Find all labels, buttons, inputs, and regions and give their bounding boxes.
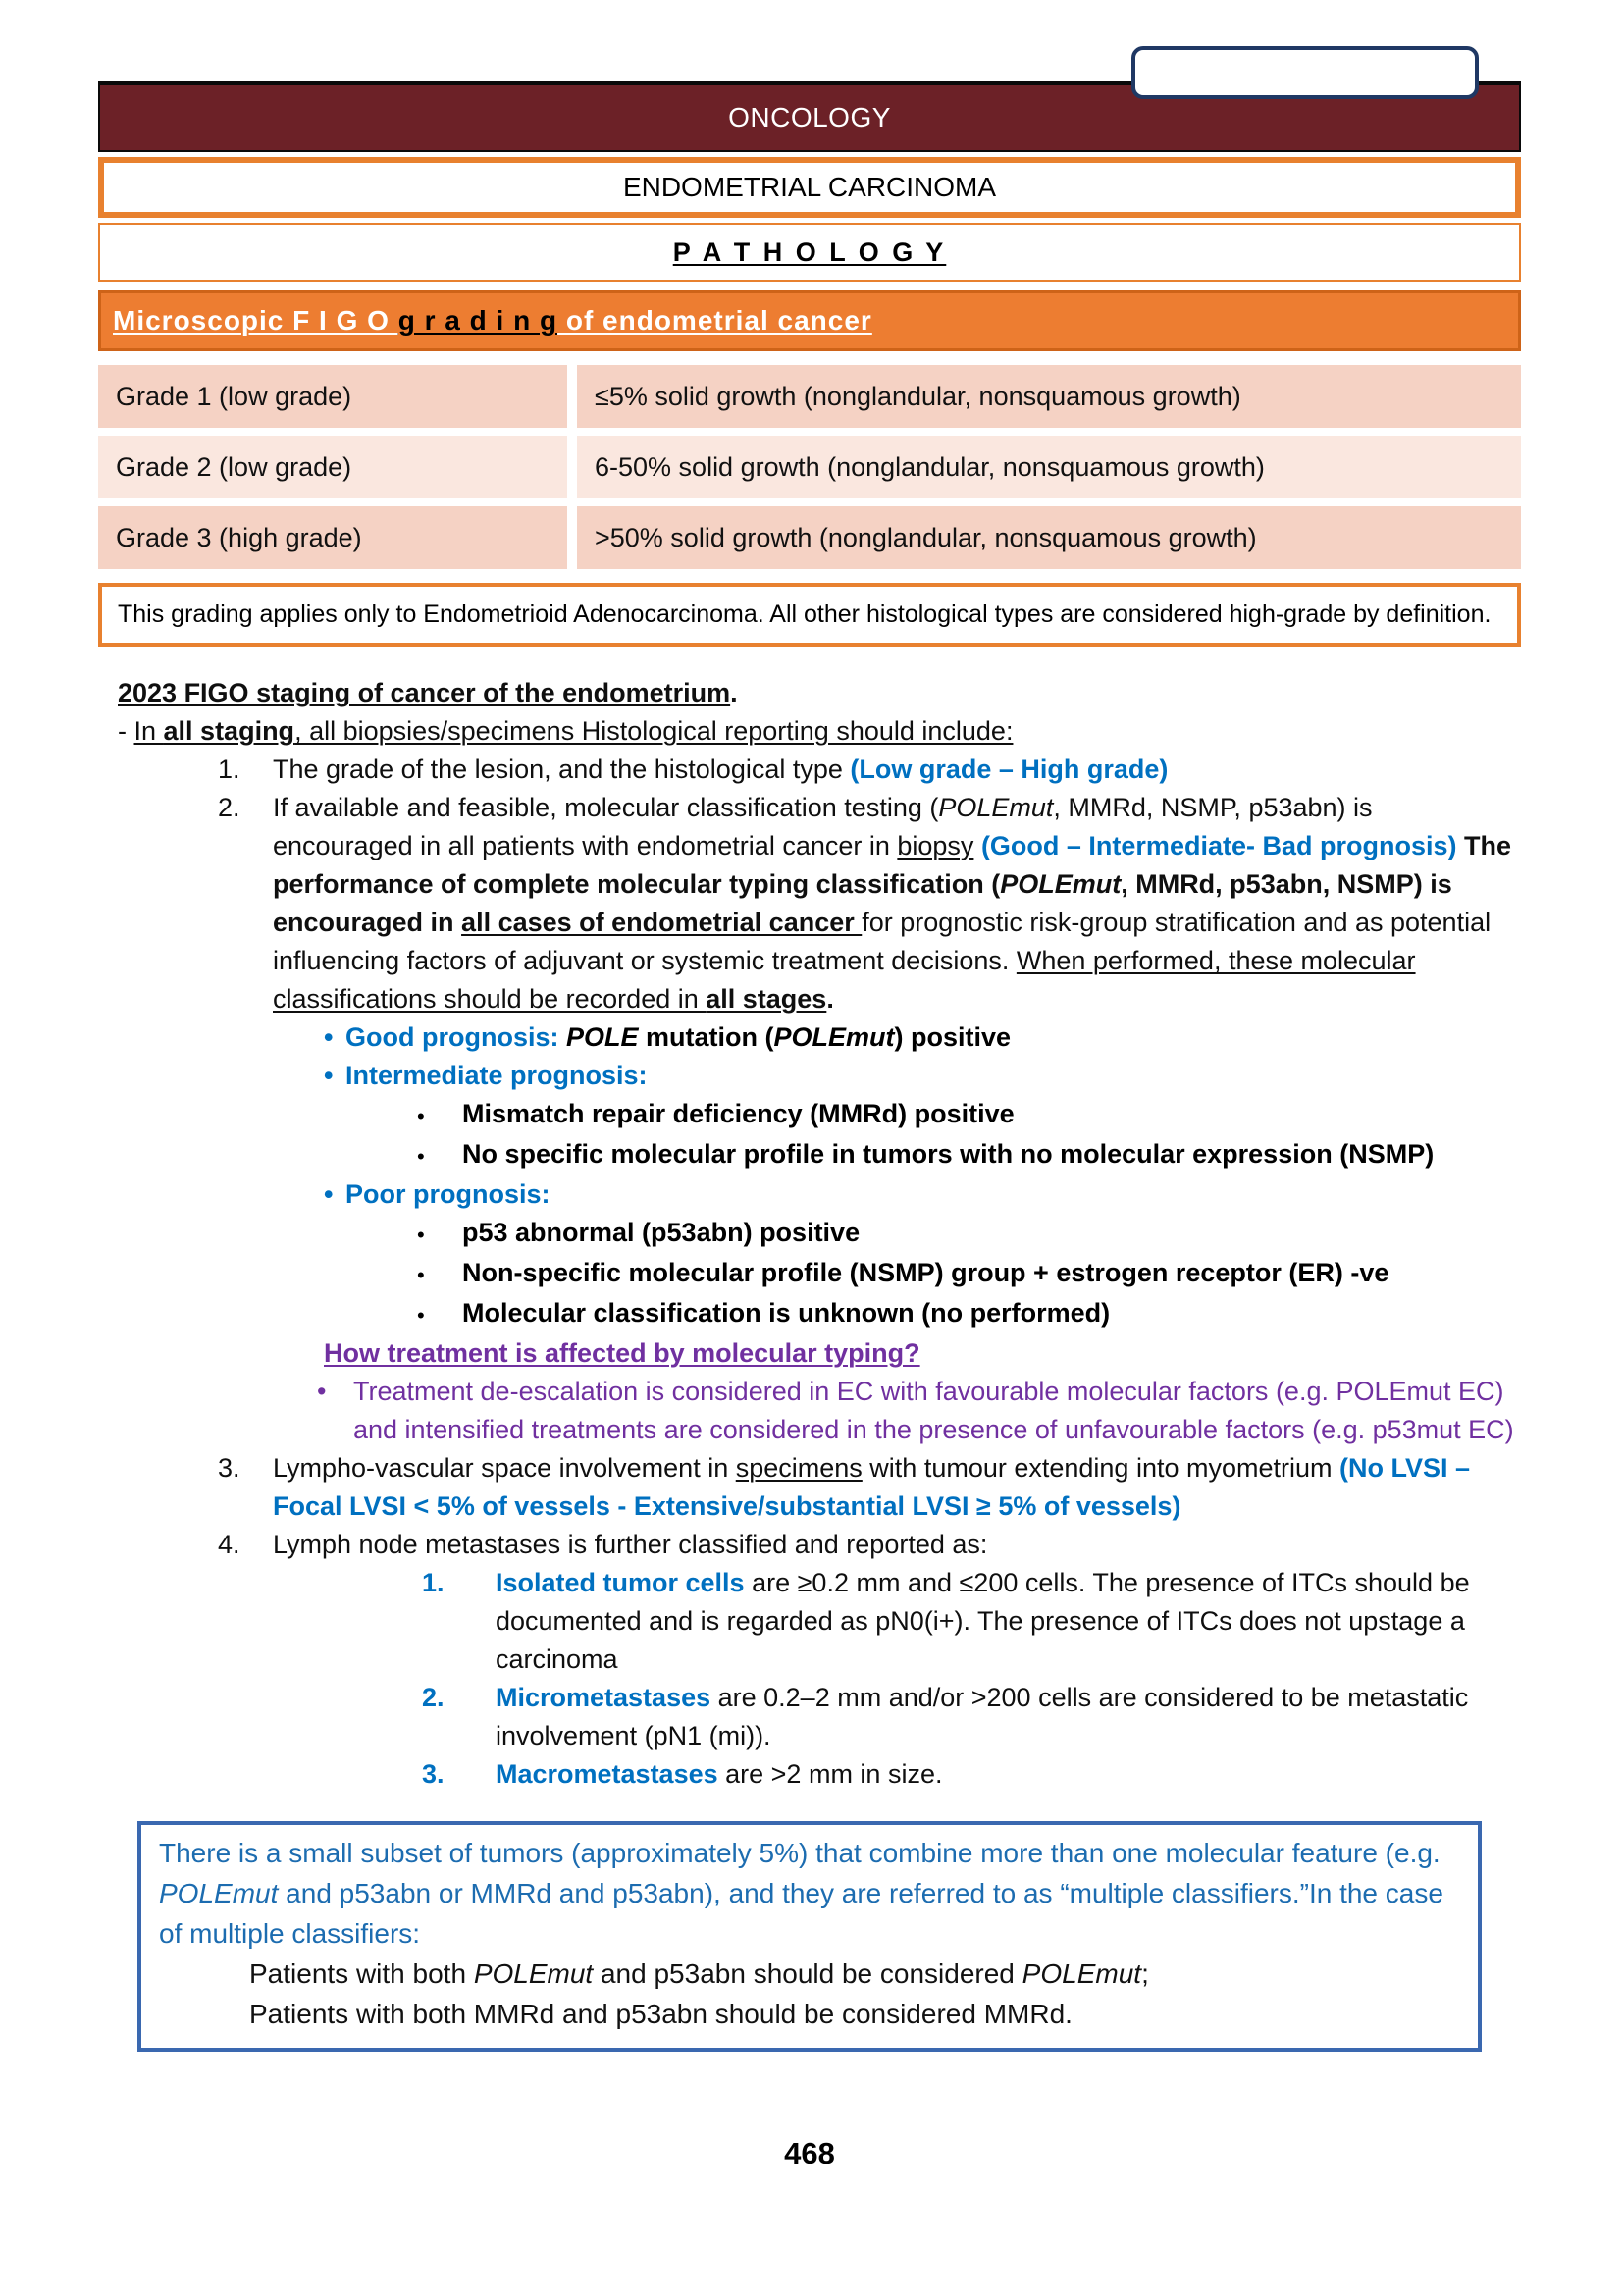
item-number: 1. <box>218 755 240 784</box>
multiple-classifiers-box <box>137 1821 1482 2052</box>
item-number: 3. <box>422 1759 445 1789</box>
bullet-icon: • <box>417 1223 425 1247</box>
multiple-classifiers-intro: There is a small subset of tumors (approximately 5%) that combine more than one molecular feature (e.g. POLEmut and p53abn or MMRd and p53abn), and they are referred to as “multiple classifiers.”In the case of multiple classifiers: <box>159 1838 1443 1949</box>
bullet-text: Mismatch repair deficiency (MMRd) positive <box>462 1099 1015 1128</box>
endometrial-carcinoma-title: ENDOMETRIAL CARCINOMA <box>622 172 997 202</box>
staging-item-1 <box>218 751 1521 789</box>
staging-title: 2023 FIGO staging of cancer of the endometrium. <box>118 678 738 707</box>
staging-section <box>98 674 1521 1794</box>
sub-bullet-p53 <box>417 1214 1521 1254</box>
multiple-classifiers-rule-2: Patients with both MMRd and p53abn should be considered MMRd. <box>249 1999 1073 2029</box>
bullet-icon: • <box>417 1263 425 1287</box>
bullet-icon: • <box>317 1377 327 1406</box>
bullet-text: Treatment de-escalation is considered in EC with favourable molecular factors (e.g. POLEmut EC) and intensified treatments are considered in the presence of unfavourable factors (e.g. p53mut EC) <box>353 1377 1514 1444</box>
section-bar-endometrial-carcinoma <box>98 157 1521 218</box>
bullet-text: Non-specific molecular profile (NSMP) group + estrogen receptor (ER) -ve <box>462 1258 1389 1287</box>
bullet-poor-prognosis <box>324 1175 1521 1214</box>
figo-grading-table <box>98 365 1521 569</box>
table-cell-grade-2: Grade 2 (low grade) <box>98 436 567 498</box>
table-cell-grade-3: Grade 3 (high grade) <box>98 506 567 569</box>
staging-item-2 <box>218 789 1521 1018</box>
bullet-icon: • <box>417 1144 425 1169</box>
bullet-treatment-deescalation <box>317 1373 1521 1449</box>
oncology-title: ONCOLOGY <box>728 102 891 132</box>
sub-bullet-unknown <box>417 1294 1521 1334</box>
sub-bullet-mmrd <box>417 1095 1521 1135</box>
bullet-icon: • <box>324 1179 334 1209</box>
item-text: Micrometastases are 0.2–2 mm and/or >200 cells are considered to be metastatic involvement (pN1 (mi)). <box>496 1683 1469 1750</box>
metastasis-item-micro <box>422 1679 1521 1755</box>
figo-grading-heading <box>98 290 1521 351</box>
bullet-good-prognosis <box>324 1018 1521 1057</box>
staging-intro: - In all staging, all biopsies/specimens Histological reporting should include: <box>118 716 1014 746</box>
table-cell-grade-2-desc: 6-50% solid growth (nonglandular, nonsquamous growth) <box>577 436 1521 498</box>
figo-grading-heading-text: Microscopic F I G O g r a d i n g of endometrial cancer <box>113 305 872 336</box>
treatment-typing-heading: How treatment is affected by molecular typing? <box>324 1338 920 1368</box>
bullet-text: Poor prognosis: <box>345 1179 550 1209</box>
bullet-text: Molecular classification is unknown (no performed) <box>462 1298 1111 1328</box>
item-number: 2. <box>218 793 240 822</box>
bullet-icon: • <box>417 1104 425 1128</box>
page-number: 468 <box>784 2136 835 2170</box>
bullet-icon: • <box>417 1303 425 1328</box>
multiple-classifiers-rule-1: Patients with both POLEmut and p53abn should be considered POLEmut; <box>249 1958 1149 1989</box>
sub-bullet-nsmp <box>417 1135 1521 1175</box>
grading-note-text: This grading applies only to Endometrioid Adenocarcinoma. All other histological types are considered high-grade by definition. <box>118 600 1492 628</box>
page-content <box>98 81 1521 2171</box>
table-cell-grade-1: Grade 1 (low grade) <box>98 365 567 428</box>
staging-item-3 <box>218 1449 1521 1526</box>
bullet-intermediate-prognosis <box>324 1057 1521 1095</box>
bullet-text: No specific molecular profile in tumors with no molecular expression (NSMP) <box>462 1139 1435 1169</box>
item-text: Lympho-vascular space involvement in specimens with tumour extending into myometrium (No LVSI – Focal LVSI < 5% of vessels - Extensive/substantial LVSI ≥ 5% of vessels) <box>273 1453 1471 1521</box>
bullet-text: p53 abnormal (p53abn) positive <box>462 1218 861 1247</box>
bullet-text: Good prognosis: POLE mutation (POLEmut) positive <box>345 1022 1012 1052</box>
item-number: 2. <box>422 1683 445 1712</box>
bullet-text: Intermediate prognosis: <box>345 1061 648 1090</box>
pathology-title: P A T H O L O G Y <box>672 236 947 267</box>
item-number: 4. <box>218 1530 240 1559</box>
item-number: 1. <box>422 1568 445 1597</box>
table-cell-grade-1-desc: ≤5% solid growth (nonglandular, nonsquamous growth) <box>577 365 1521 428</box>
item-text: Macrometastases are >2 mm in size. <box>496 1759 943 1789</box>
item-text: Isolated tumor cells are ≥0.2 mm and ≤200 cells. The presence of ITCs should be documented and is regarded as pN0(i+). The presence of ITCs does not upstage a carcinoma <box>496 1568 1470 1674</box>
table-cell-grade-3-desc: >50% solid growth (nonglandular, nonsquamous growth) <box>577 506 1521 569</box>
item-text: Lymph node metastases is further classified and reported as: <box>273 1530 988 1559</box>
bullet-icon: • <box>324 1061 334 1090</box>
sub-bullet-nsmp-er <box>417 1254 1521 1294</box>
grading-note-box <box>98 583 1521 647</box>
item-text: The grade of the lesion, and the histological type (Low grade – High grade) <box>273 755 1169 784</box>
bullet-icon: • <box>324 1022 334 1052</box>
item-text: If available and feasible, molecular classification testing (POLEmut, MMRd, NSMP, p53abn) is encouraged in all patients with endometrial cancer in biopsy (Good – Intermediate- Bad prognosis) The performance of complete molecular typing classification (POLEmut, MMRd, p53abn, NSMP) is encouraged in all cases of endometrial cancer for prognostic risk-group stratification and as potential influencing factors of adjuvant or systemic treatment decisions. When performed, these molecular classifications should be recorded in all stages. <box>273 793 1511 1014</box>
metastasis-item-macro <box>422 1755 1521 1794</box>
corner-tag-box <box>1131 46 1479 99</box>
item-number: 3. <box>218 1453 240 1483</box>
staging-item-4 <box>218 1526 1521 1564</box>
metastasis-item-itc <box>422 1564 1521 1679</box>
section-bar-pathology <box>98 223 1521 282</box>
